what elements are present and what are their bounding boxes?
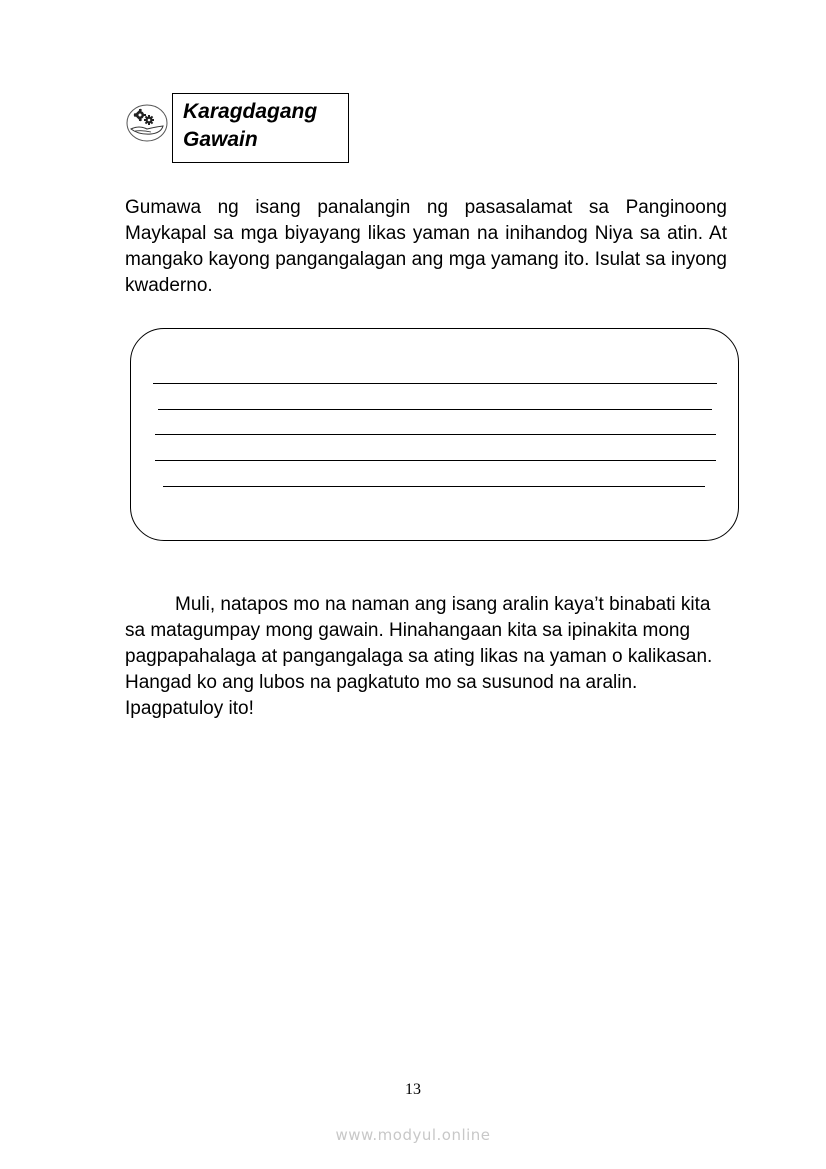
section-title-line2: Gawain xyxy=(183,128,258,151)
gears-hand-icon xyxy=(125,103,169,143)
closing-line: Hangad ko ang lubos na pagkatuto mo sa susunod na aralin. xyxy=(125,672,638,693)
closing-line: Muli, natapos mo na naman ang isang aralin kaya’t binabati kita xyxy=(175,594,711,615)
instructions-paragraph: Gumawa ng isang panalangin ng pasasalamat sa Panginoong Maykapal sa mga biyayang likas yaman na inihandog Niya sa atin. At mangako kayong pangangalagan ang mga yamang ito. Isulat sa inyong kwaderno. xyxy=(125,197,727,296)
writing-line xyxy=(155,434,716,435)
closing-line: pagpapahalaga at pangangalaga sa ating likas na yaman o kalikasan. xyxy=(125,646,713,667)
writing-line xyxy=(155,460,716,461)
section-title-box xyxy=(172,93,349,163)
section-title xyxy=(183,98,317,154)
watermark: www.modyul.online xyxy=(335,1126,491,1144)
closing-line: sa matagumpay mong gawain. Hinahangaan kita sa ipinakita mong xyxy=(125,620,691,641)
closing-paragraph xyxy=(125,592,765,722)
writing-line xyxy=(163,486,705,487)
writing-line xyxy=(153,383,717,384)
page-number: 13 xyxy=(405,1081,421,1098)
closing-line: Ipagpatuloy ito! xyxy=(125,698,254,719)
section-title-line1: Karagdagang xyxy=(183,100,318,123)
writing-line xyxy=(158,409,712,410)
writing-area xyxy=(130,328,739,541)
